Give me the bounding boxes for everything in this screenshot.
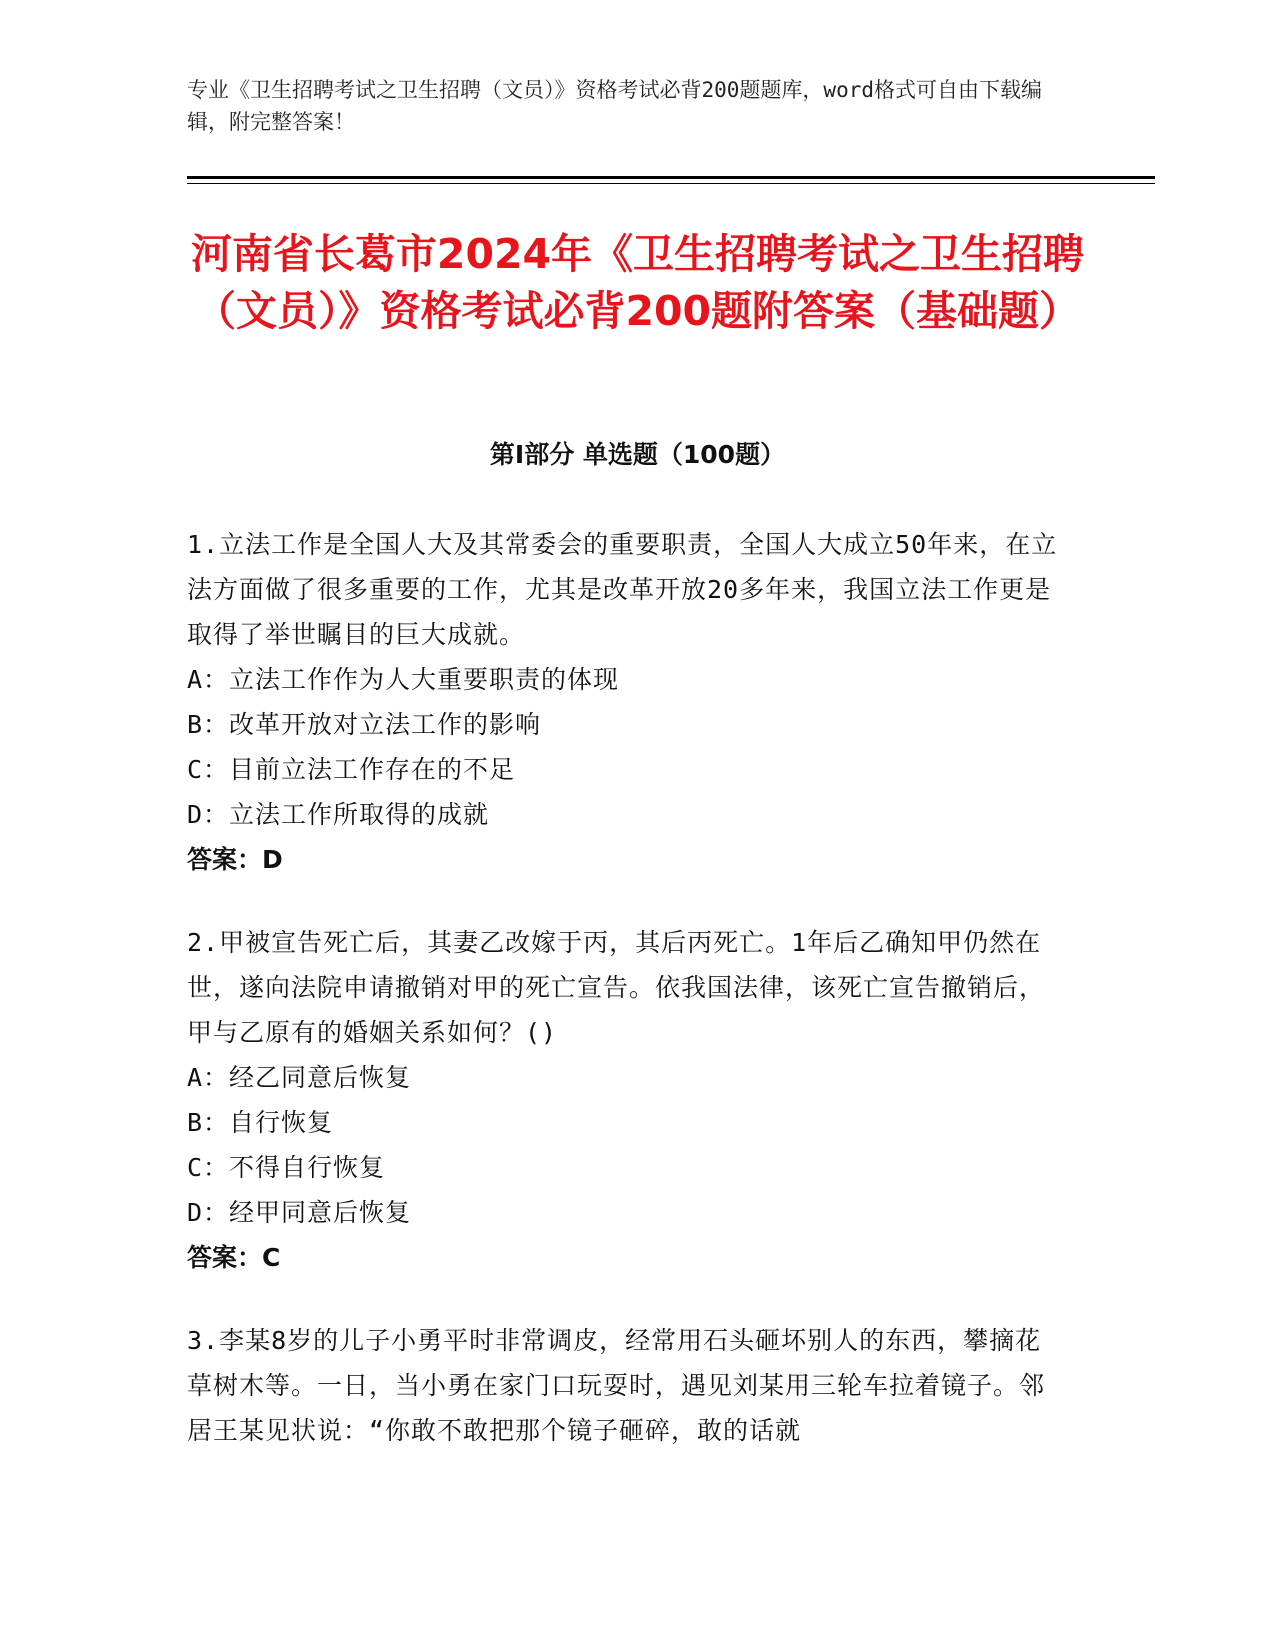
- option-a: A：立法工作作为人大重要职责的体现: [187, 665, 620, 694]
- option-b: B：自行恢复: [187, 1108, 334, 1137]
- document-title: 河南省长葛市2024年《卫生招聘考试之卫生招聘（文员）》资格考试必背200题附答案（基础题）: [190, 230, 1085, 335]
- option-d: D：经甲同意后恢复: [187, 1198, 412, 1227]
- option-c: C：目前立法工作存在的不足: [187, 755, 516, 784]
- option-a: A：经乙同意后恢复: [187, 1063, 412, 1092]
- question-item: [187, 920, 1067, 1280]
- header-divider-thin: [187, 183, 1155, 184]
- question-item: [187, 522, 1067, 882]
- section-heading: 第I部分 单选题（100题）: [489, 440, 786, 469]
- question-text: 2.甲被宣告死亡后，其妻乙改嫁于丙，其后丙死亡。1年后乙确知甲仍然在世，遂向法院申请撤销对甲的死亡宣告。依我国法律，该死亡宣告撤销后，甲与乙原有的婚姻关系如何？(): [187, 928, 1046, 1047]
- header-divider-thick: [187, 176, 1155, 179]
- header-note: 专业《卫生招聘考试之卫生招聘（文员）》资格考试必背200题题库，word格式可自由下载编辑，附完整答案！: [187, 78, 1042, 134]
- question-text: 1.立法工作是全国人大及其常委会的重要职责，全国人大成立50年来，在立法方面做了很多重要的工作，尤其是改革开放20多年来，我国立法工作更是取得了举世瞩目的巨大成就。: [187, 530, 1058, 649]
- question-item: [187, 1318, 1067, 1453]
- option-b: B：改革开放对立法工作的影响: [187, 710, 542, 739]
- question-list: [187, 522, 1067, 1491]
- answer-label: 答案：D: [187, 845, 283, 874]
- option-c: C：不得自行恢复: [187, 1153, 386, 1182]
- answer-label: 答案：C: [187, 1243, 281, 1272]
- question-text: 3.李某8岁的儿子小勇平时非常调皮，经常用石头砸坏别人的东西，攀摘花草树木等。一日，当小勇在家门口玩耍时，遇见刘某用三轮车拉着镜子。邻居王某见状说：“你敢不敢把那个镜子砸碎，敢的话就: [187, 1326, 1046, 1445]
- option-d: D：立法工作所取得的成就: [187, 800, 490, 829]
